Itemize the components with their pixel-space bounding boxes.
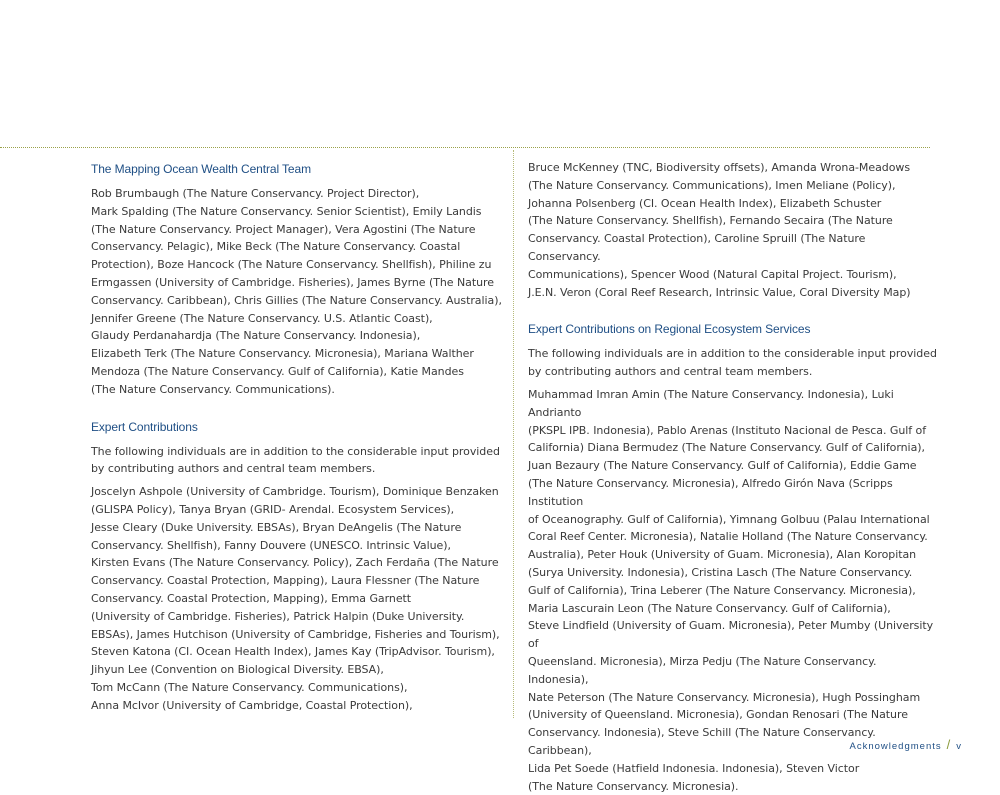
expert-contributions-text: Joscelyn Ashpole (University of Cambridge. Tourism), Dominique Benzaken (GLISPA Policy), Tanya Bryan (GRID- Arendal. Ecosystem Services), Jesse Cleary (Duke University. EBSAs), Bryan DeAngelis (The Nature Conservancy. Shellfish), Fanny Douvere (UNESCO. Intrinsic Value), Kirsten Evans (The Nature Conservancy. Policy), Zach Ferdaña (The Nature Conservancy. Coastal Protection, Mapping), Laura Flessner (The Nature Conservancy. Coastal Protection, Mapping), Emma Garnett (University of Cambridge. Fisheries), Patrick Halpin (Duke University. EBSAs), James Hutchison (University of Cambridge, Fisheries and Tourism), Steven Katona (CI. Ocean Health Index), James Kay (TripAdvisor. Tourism), Jihyun Lee (Convention on Biological Diversity. EBSA), Tom McCann (The Nature Conservancy. Communications), Anna McIvor (University of Cambridge, Coastal Protection), (91, 485, 500, 712)
right-column (528, 159, 940, 795)
regional-contributions-intro: The following individuals are in addition to the considerable input provided by contributing authors and central team members. (528, 347, 937, 379)
expert-contributions-intro: The following individuals are in addition to the considerable input provided by contributing authors and central team members. (91, 444, 500, 476)
left-column (91, 160, 503, 715)
page-footer (850, 737, 962, 752)
regional-contributions-heading: Expert Contributions on Regional Ecosystem Services (528, 322, 811, 337)
top-divider (0, 147, 930, 148)
central-team-text: Rob Brumbaugh (The Nature Conservancy. Project Director), Mark Spalding (The Nature Conservancy. Senior Scientist), Emily Landis (The Nature Conservancy. Project Manager), Vera Agostini (The Nature Conservancy. Pelagic), Mike Beck (The Nature Conservancy. Coastal Protection), Boze Hancock (The Nature Conservancy. Shellfish), Philine zu Ermgassen (University of Cambridge. Fisheries), James Byrne (The Nature Conservancy. Caribbean), Chris Gillies (The Nature Conservancy. Australia), Jennifer Greene (The Nature Conservancy. U.S. Atlantic Coast), Glaudy Perdanahardja (The Nature Conservancy. Indonesia), Elizabeth Terk (The Nature Conservancy. Micronesia), Mariana Walther Mendoza (The Nature Conservancy. Gulf of California), Katie Mandes (The Nature Conservancy. Communications). (91, 187, 502, 396)
central-team-heading: The Mapping Ocean Wealth Central Team (91, 162, 311, 176)
column-divider (513, 150, 514, 718)
footer-separator: / (946, 737, 952, 752)
page-number: v (956, 741, 962, 752)
regional-contributions-text: Muhammad Imran Amin (The Nature Conservancy. Indonesia), Luki Andrianto (PKSPL IPB. Indonesia), Pablo Arenas (Instituto Nacional de Pesca. Gulf of California) Diana Bermudez (The Nature Conservancy. Gulf of California), Juan Bezaury (The Nature Conservancy. Gulf of California), Eddie Game (The Nature Conservancy. Micronesia), Alfredo Girón Nava (Scripps Institution of Oceanography. Gulf of California), Yimnang Golbuu (Palau International Coral Reef Center. Micronesia), Natalie Holland (The Nature Conservancy. Australia), Peter Houk (University of Guam. Micronesia), Alan Koropitan (Surya University. Indonesia), Cristina Lasch (The Nature Conservancy. Gulf of California), Trina Leberer (The Nature Conservancy. Micronesia), Maria Lascurain Leon (The Nature Conservancy. Gulf of California), Steve Lindfield (University of Guam. Micronesia), Peter Mumby (University of Queensland. Micronesia), Mirza Pedju (The Nature Conservancy. Indonesia), Nate Peterson (The Nature Conservancy. Micronesia), Hugh Possingham (University of Queensland. Micronesia), Gondan Renosari (The Nature Conservancy. Indonesia), Steve Schill (The Nature Conservancy. Caribbean), Lida Pet Soede (Hatfield Indonesia. Indonesia), Steven Victor (The Nature Conservancy. Micronesia). (528, 387, 934, 793)
expert-contributions-heading: Expert Contributions (91, 419, 198, 434)
footer-section-label: Acknowledgments (849, 741, 942, 752)
expert-contributions-continued: Bruce McKenney (TNC, Biodiversity offsets), Amanda Wrona-Meadows (The Nature Conservancy. Communications), Imen Meliane (Policy), Johanna Polsenberg (CI. Ocean Health Index), Elizabeth Schuster (The Nature Conservancy. Shellfish), Fernando Secaira (The Nature Conservancy. Coastal Protection), Caroline Spruill (The Nature Conservancy. Communications), Spencer Wood (Natural Capital Project. Tourism), J.E.N. Veron (Coral Reef Research, Intrinsic Value, Coral Diversity Map) (528, 161, 911, 299)
